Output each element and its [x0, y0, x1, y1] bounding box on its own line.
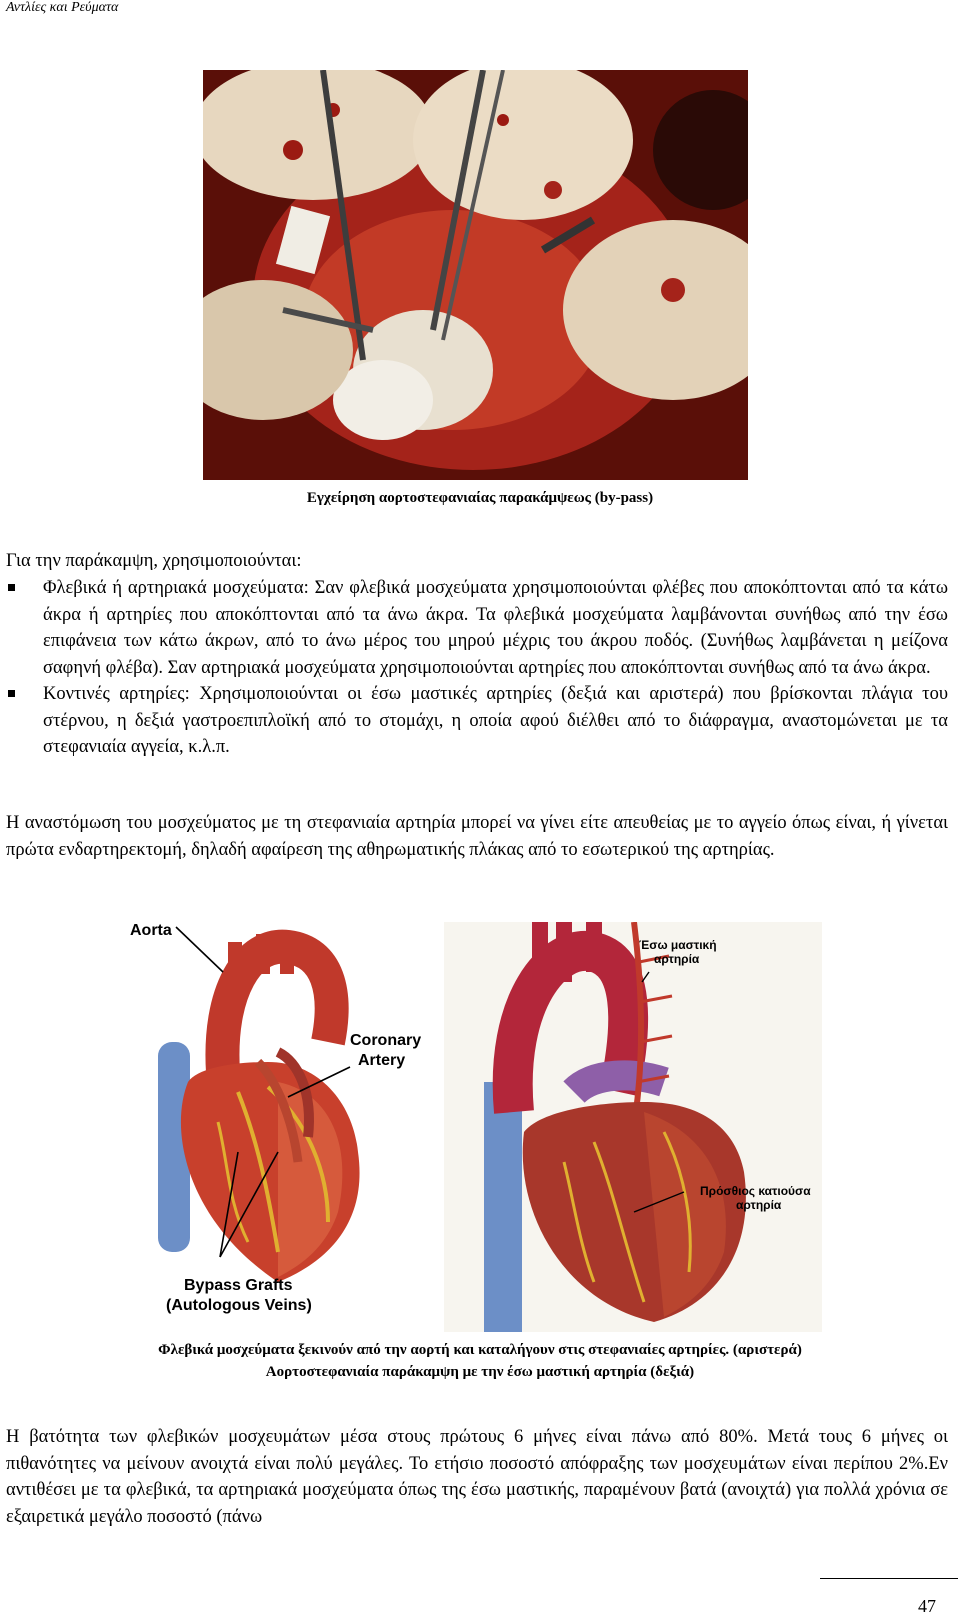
figure2-caption-line1: Φλεβικά μοσχεύματα ξεκινούν από την αορτή και καταλήγουν στις στεφανιαίες αρτηρίες. (αριστερά) — [158, 1342, 802, 1358]
heart-right-illustration — [444, 922, 822, 1332]
bypass-grafts-label-line1: Bypass Grafts — [184, 1277, 293, 1294]
square-bullet-icon — [8, 690, 15, 697]
list-item — [6, 575, 948, 681]
coronary-artery-label-line1: Coronary — [350, 1032, 422, 1049]
list-item-text: Κοντινές αρτηρίες: Χρησιμοποιούνται οι έσω μαστικές αρτηρίες (δεξιά και αριστερά) που βρίσκονται πλάγια του στέρνου, η δεξιά γαστροεπιπλοϊκή από το στομάχι, η οποία αφού διέλθει από το διάφραγμα, αναστομώνεται με τα στεφανιαία αγγεία, κ.λ.π. — [43, 684, 948, 757]
aorta-label: Aorta — [130, 922, 172, 939]
page-number: 47 — [918, 1596, 936, 1616]
heart-left-illustration — [128, 922, 448, 1334]
section3-paragraph: Η βατότητα των φλεβικών μοσχευμάτων μέσα στους πρώτους 6 μήνες είναι πάνω από 80%. Μετά τους 6 μήνες οι πιθανότητες να μείνουν ανοιχτά είναι πολύ μεγάλες. Το ετήσιο ποσοστό απόφραξης των μοσχευμάτων είναι περίπου 2%.Εν αντιθέσει με τα φλεβικά, τα αρτηριακά μοσχεύματα όπως της έσω μαστικής, παραμένουν βατά (ανοιχτά) για πολλά χρόνια σε εξαιρετικά μεγάλο ποσοστό (πάνω — [6, 1427, 948, 1527]
running-header: Αντλίες και Ρεύματα — [6, 0, 119, 15]
heart-diagram-left — [128, 922, 448, 1334]
bypass-grafts-label-line2: (Autologous Veins) — [166, 1297, 312, 1314]
heart-diagram-right — [444, 922, 822, 1332]
internal-mammary-label-line1: Έσω μαστική — [639, 938, 717, 952]
footer-rule — [820, 1578, 958, 1579]
list-item — [6, 681, 948, 761]
anterior-descending-label-line1: Πρόσθιος κατιούσα — [700, 1184, 811, 1198]
coronary-artery-label-line2: Artery — [358, 1052, 406, 1069]
square-bullet-icon — [8, 584, 15, 591]
anterior-descending-label-line2: αρτηρία — [736, 1198, 782, 1212]
section1-bullet-list — [6, 575, 948, 761]
section2-paragraph: Η αναστόμωση του μοσχεύματος με τη στεφανιαία αρτηρία μπορεί να γίνει είτε απευθείας με το αγγείο όπως είναι, ή γίνεται πρώτα ενδαρτηρεκτομή, δηλαδή αφαίρεση της αθηρωματικής πλάκας από το εσωτερικού της αρτηρίας. — [6, 813, 948, 860]
surgery-photo-illustration — [203, 70, 748, 480]
internal-mammary-label-line2: αρτηρία — [654, 952, 700, 966]
figure1-caption: Εγχείρηση αορτοστεφανιαίας παρακάμψεως (by-pass) — [306, 490, 654, 506]
figure2-caption-line2: Αορτοστεφανιαία παράκαμψη με την έσω μαστική αρτηρία (δεξιά) — [265, 1364, 695, 1380]
list-item-text: Φλεβικά ή αρτηριακά μοσχεύματα: Σαν φλεβικά μοσχεύματα χρησιμοποιούνται φλέβες που αποκόπτονται από τα κάτω άκρα ή αρτηρίες που αποκόπτονται από τα άνω άκρα. Τα φλεβικά μοσχεύματα λαμβάνονται συνήθως από την έσω επιφάνεια των κάτω άκρων, από το άνω μέρος του μηρού μέχρις του άκρου ποδός. (Συνήθως λαμβάνεται η μείζονα σαφηνή φλέβα). Σαν αρτηριακά μοσχεύματα χρησιμοποιούνται αρτηρίες που αποκόπτονται συνήθως από τα άνω άκρα. — [43, 578, 948, 678]
section1-intro: Για την παράκαμψη, χρησιμοποιούνται: — [6, 551, 302, 571]
surgery-photo — [203, 70, 748, 480]
